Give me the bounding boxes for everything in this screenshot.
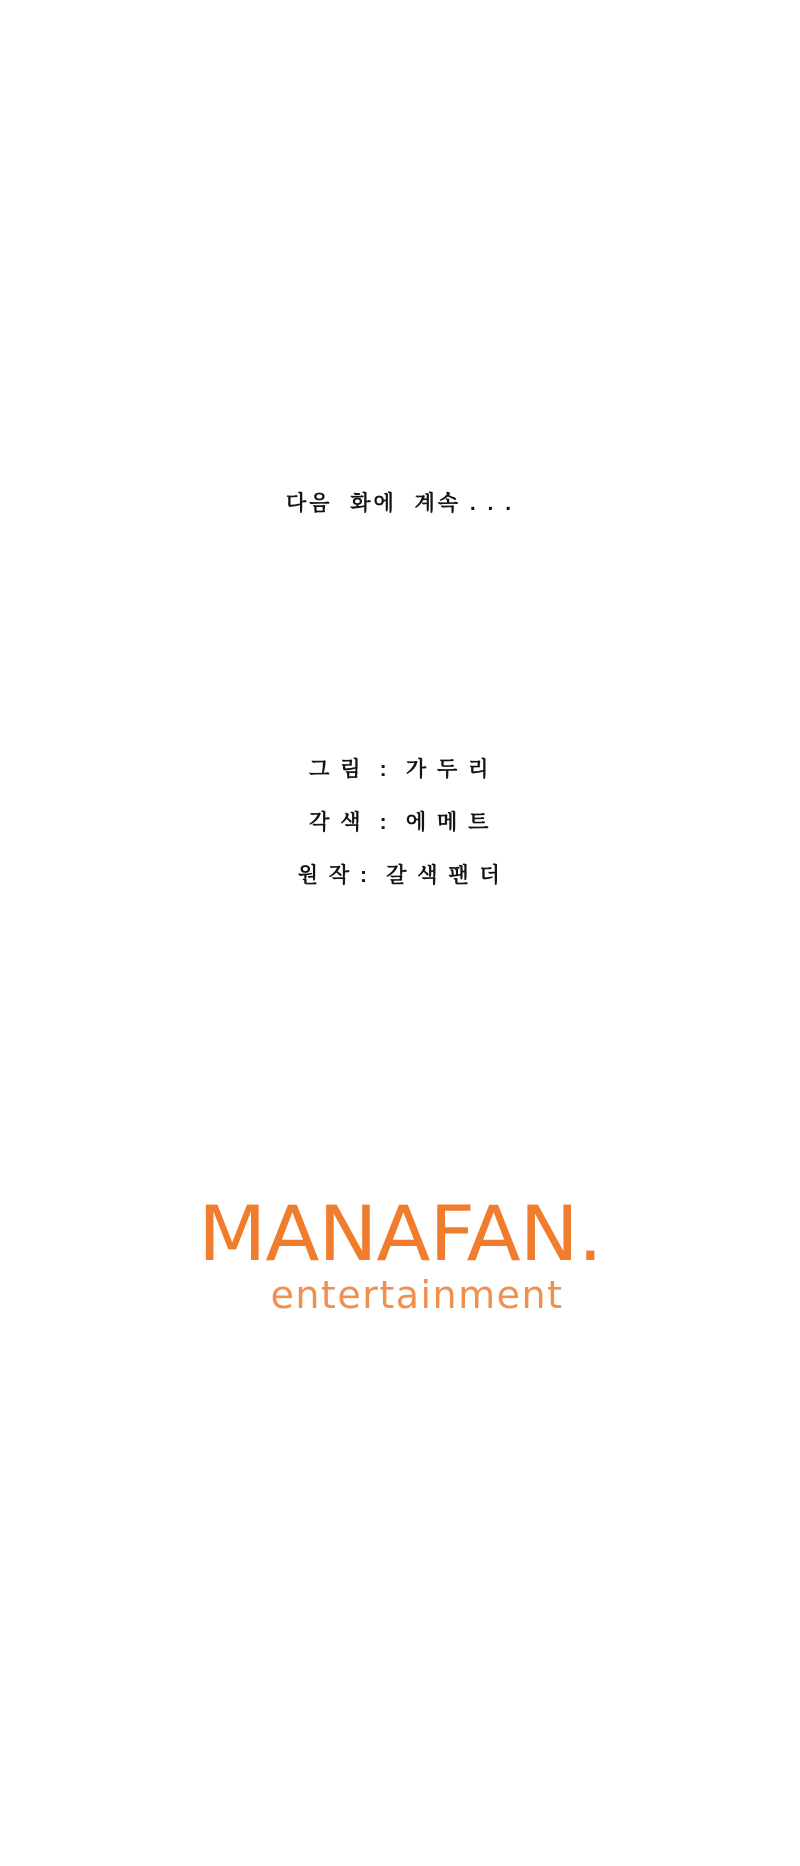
logo-subtitle: entertainment bbox=[270, 1273, 564, 1317]
logo-wordmark-text: MANAFAN bbox=[198, 1189, 578, 1278]
logo-wordmark bbox=[0, 1189, 800, 1278]
manafan-logo bbox=[0, 1189, 800, 1317]
to-be-continued-text: 다음 화에 계속 . . . bbox=[285, 492, 515, 515]
credit-line-original-author: 원 작 : 갈 색 팬 더 bbox=[297, 864, 503, 888]
credit-line-artist: 그 림 : 가 두 리 bbox=[309, 758, 491, 781]
credits-block bbox=[0, 757, 800, 889]
credit-line-adaptation: 각 색 : 에 메 트 bbox=[309, 811, 491, 835]
logo-dot: . bbox=[577, 1189, 602, 1278]
